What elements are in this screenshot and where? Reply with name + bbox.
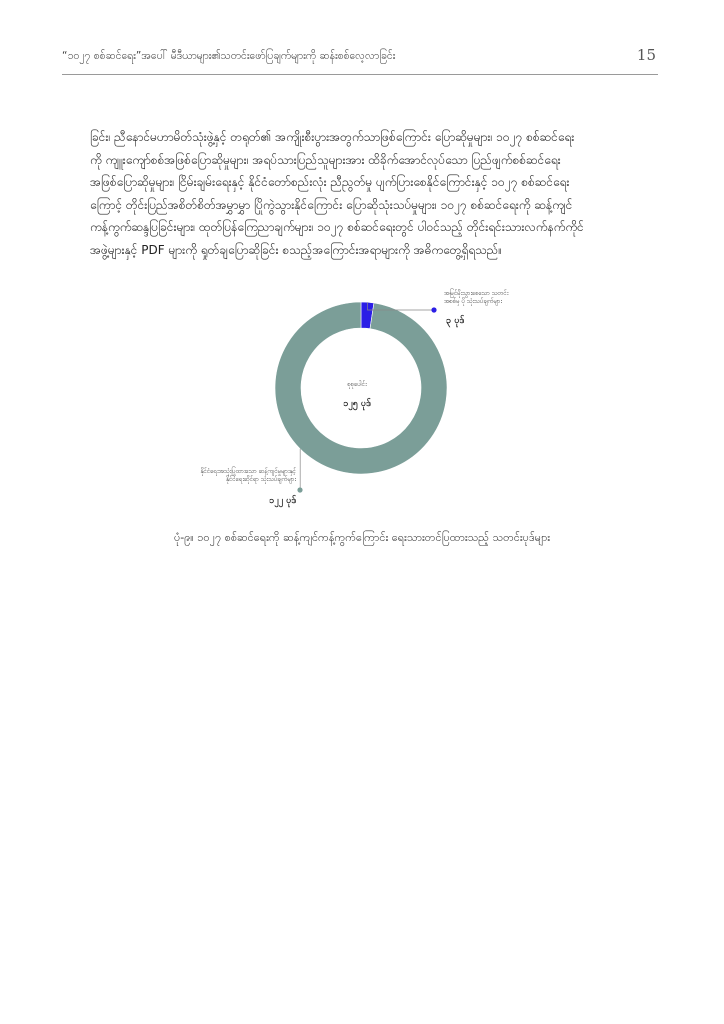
page-number: 15 bbox=[636, 46, 656, 64]
slice-value-large: ၁၂၂ ပုဒ် bbox=[269, 496, 296, 506]
slice-value-small: ၃ ပုဒ် bbox=[446, 316, 465, 326]
leader-marker bbox=[297, 487, 302, 492]
donut-chart bbox=[196, 285, 526, 505]
header-divider bbox=[62, 74, 658, 75]
body-line: ခြင်း၊ ညီနောင်မဟာမိတ်သုံးဖွဲ့နှင့် တရုတ်၏ အကျိုးစီးပွားအတွက်သာဖြစ်ကြောင်း ပြောဆိုမှုများ၊ ၁၀၂၇ စစ်ဆင်ရေး bbox=[90, 130, 575, 144]
slice-label-small: အမြင်မိုးသွားစေသော သတင်း အစစ်မှ ပို သုံးသပ်ချက်များ bbox=[444, 290, 509, 305]
center-total-value: ၁၂၅ ပုဒ် bbox=[343, 399, 371, 409]
body-line: အဖွဲ့များနှင့် PDF များကို ရှုတ်ချပြောဆိုခြင်း စသည့်အကြောင်းအရာများကို အဓိကတွေ့ရှိရသည်။ bbox=[90, 242, 502, 257]
body-paragraph bbox=[90, 126, 634, 261]
slice-label-large: နိုင်ငံရေးအသုံးပြုထားသော ဆန့်ကျင်မှုများနှင့် နိုင်ငံရေးဆိုင်ရာ သုံးသပ်ချက်များ bbox=[200, 468, 296, 483]
figure-caption: ပုံ-၉။ ၁၀၂၇ စစ်ဆင်ရေးကို ဆန့်ကျင်ကန့်ကွက်ကြောင်း ရေးသားတင်ပြထားသည့် သတင်းပုဒ်များ bbox=[173, 531, 551, 544]
body-line: ကြောင့် တိုင်းပြည်အစိတ်စိတ်အမွှာမွှာ ပြိုကွဲသွားနိုင်ကြောင်း ပြောဆိုသုံးသပ်မှုများ၊ ၁၀၂၇ စစ်ဆင်ရေးကို ဆန့်ကျင် bbox=[90, 197, 573, 212]
running-title: “၁၀၂၇ စစ်ဆင်ရေး”အပေါ် မီဒီယာများ၏သတင်းဖော်ပြချက်များကို ဆန်းစစ်လေ့လာခြင်း bbox=[62, 50, 396, 62]
leader-marker bbox=[431, 307, 436, 312]
body-line: အဖြစ်ပြောဆိုမှုများ၊ ငြိမ်းချမ်းရေးနှင့် နိုင်ငံတော်စည်းလုံး ညီညွတ်မှု ပျက်ပြားစေနိုင်ကြောင်းနှင့် ၁၀၂၇ စစ်ဆင်ရေး bbox=[90, 175, 570, 189]
page-header bbox=[62, 46, 658, 70]
body-line: ကို ကျူးကျော်စစ်အဖြစ်ပြောဆိုမှုများ၊ အရပ်သားပြည်သူများအား ထိခိုက်အောင်လုပ်သော ပြည်ဖျက်စစ်ဆင်ရေး bbox=[90, 152, 561, 167]
center-total-label: စုစုပေါင်း bbox=[347, 381, 367, 388]
body-line: ကန့်ကွက်ဆန္ဒပြခြင်းများ၊ ထုတ်ပြန်ကြေညာချက်များ၊ ၁၀၂၇ စစ်ဆင်ရေးတွင် ပါဝင်သည့် တိုင်းရင်းသားလက်နက်ကိုင် bbox=[90, 220, 584, 234]
